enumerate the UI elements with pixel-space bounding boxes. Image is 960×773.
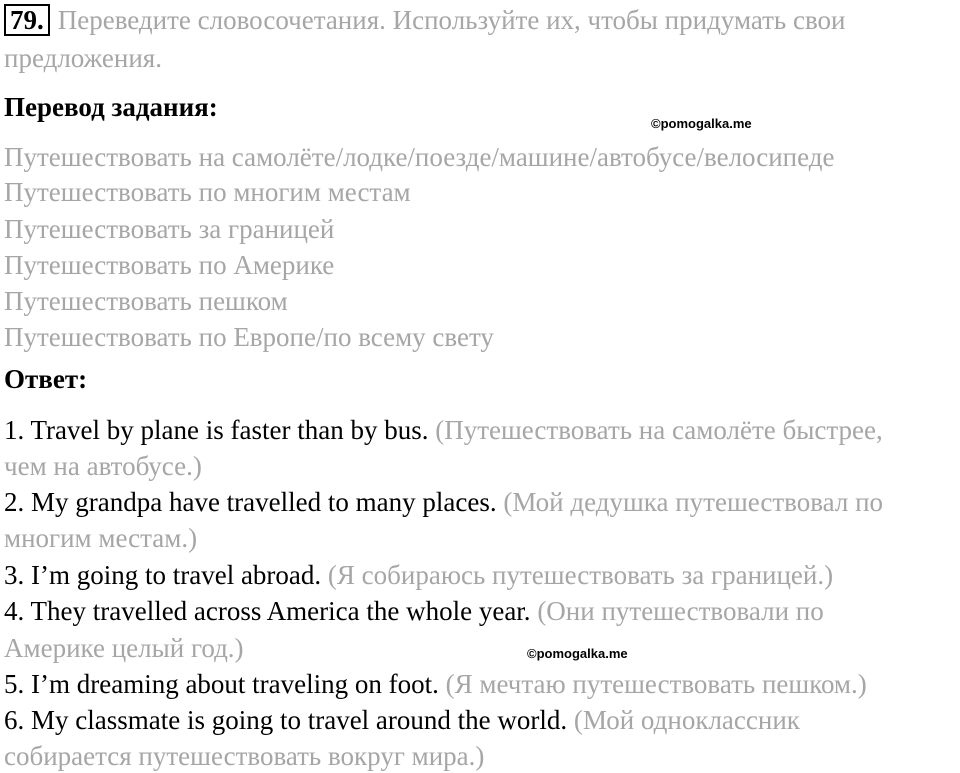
phrase-item: Путешествовать по Европе/по всему свету	[4, 322, 494, 352]
phrase-item: Путешествовать на самолёте/лодке/поезде/машине/автобусе/велосипеде	[4, 142, 835, 172]
answer-item	[4, 667, 867, 701]
answer-english: 4. They travelled across America the whole year.	[4, 596, 531, 626]
answer-item	[4, 485, 883, 519]
answer-russian: (Я мечтаю путешествовать пешком.)	[445, 669, 867, 699]
answer-item	[4, 413, 883, 447]
answer-russian-continued: чем на автобусе.)	[4, 451, 202, 481]
phrase-item: Путешествовать по Америке	[4, 250, 335, 280]
answer-russian-continued: Америке целый год.)	[4, 633, 244, 663]
watermark: ©pomogalka.me	[651, 116, 752, 131]
answer-heading: Ответ:	[4, 364, 88, 394]
task-instruction-line-2: предложения.	[4, 43, 162, 73]
answer-russian-continued: собирается путешествовать вокруг мира.)	[4, 741, 485, 771]
answer-item	[4, 703, 800, 737]
answer-english: 1. Travel by plane is faster than by bus.	[4, 415, 429, 445]
answer-russian: (Мой одноклассник	[573, 705, 800, 735]
answer-english: 5. I’m dreaming about traveling on foot.	[4, 669, 439, 699]
answer-english: 6. My classmate is going to travel around the world.	[4, 705, 568, 735]
phrase-item: Путешествовать за границей	[4, 214, 335, 244]
answer-item	[4, 594, 824, 628]
answer-russian: (Мой дедушка путешествовал по	[503, 487, 884, 517]
answer-russian: (Я собираюсь путешествовать за границей.)	[327, 560, 834, 590]
task-instruction-text: Переведите словосочетания. Используйте их, чтобы придумать свои	[57, 5, 846, 35]
task-number: 79.	[4, 4, 50, 36]
answer-russian: (Они путешествовали по	[537, 596, 824, 626]
phrase-item: Путешествовать по многим местам	[4, 177, 411, 207]
answer-russian-continued: многим местам.)	[4, 523, 198, 553]
answer-item	[4, 558, 833, 592]
watermark: ©pomogalka.me	[527, 646, 628, 661]
answer-english: 3. I’m going to travel abroad.	[4, 560, 322, 590]
translation-heading: Перевод задания:	[4, 92, 218, 122]
answer-english: 2. My grandpa have travelled to many places.	[4, 487, 497, 517]
phrase-item: Путешествовать пешком	[4, 286, 288, 316]
answer-russian: (Путешествовать на самолёте быстрее,	[435, 415, 883, 445]
task-instruction-line-1	[4, 3, 846, 37]
